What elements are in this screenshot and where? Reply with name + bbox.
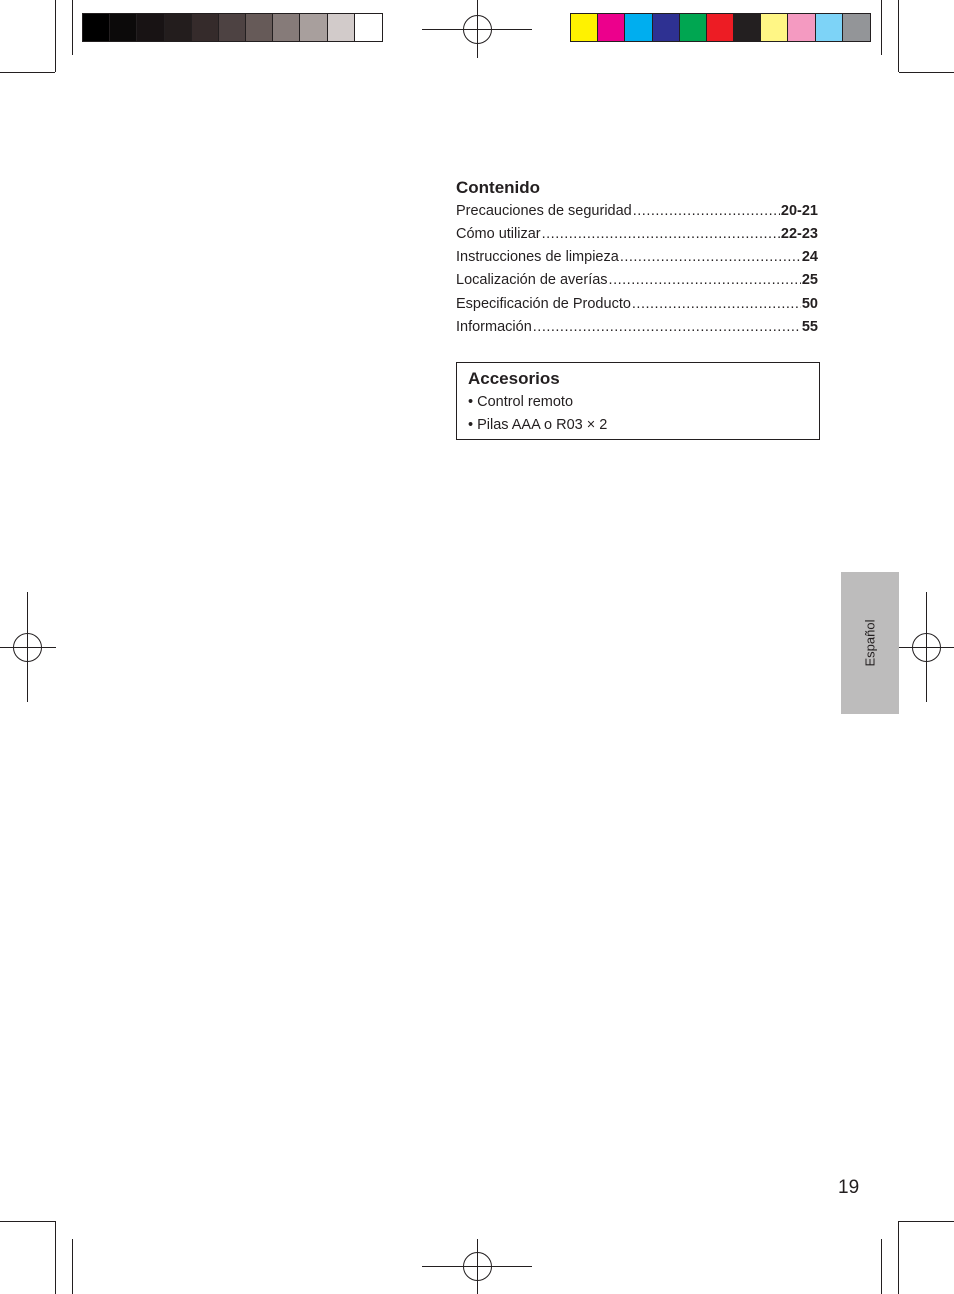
color-swatch xyxy=(328,14,355,41)
page-number: 19 xyxy=(838,1177,860,1198)
toc-entry[interactable] xyxy=(456,203,818,223)
toc-leader-dots xyxy=(632,296,801,312)
toc-leader-dots xyxy=(542,226,780,242)
color-swatch xyxy=(137,14,164,41)
registration-mark-top xyxy=(422,0,532,58)
color-swatch xyxy=(83,14,110,41)
toc-entry-label: Información xyxy=(456,319,532,335)
accessory-item: • Control remoto xyxy=(468,394,574,410)
toc-entry[interactable] xyxy=(456,272,818,292)
toc-leader-dots xyxy=(533,319,801,335)
toc-entry-page: 25 xyxy=(801,272,818,288)
registration-mark-left xyxy=(0,592,56,702)
color-swatch xyxy=(165,14,192,41)
color-swatch xyxy=(816,14,843,41)
registration-mark-right xyxy=(898,592,954,702)
toc-entry-page: 20-21 xyxy=(780,203,818,219)
color-swatch xyxy=(192,14,219,41)
color-swatch xyxy=(571,14,598,41)
color-swatch xyxy=(761,14,788,41)
color-swatch xyxy=(598,14,625,41)
color-swatch xyxy=(734,14,761,41)
toc-leader-dots xyxy=(633,203,780,219)
process-color-bar xyxy=(570,13,871,42)
toc-entry-page: 22-23 xyxy=(780,226,818,242)
language-tab xyxy=(841,572,899,714)
toc-entry-label: Cómo utilizar xyxy=(456,226,541,242)
toc-entry-page: 55 xyxy=(801,319,818,335)
color-swatch xyxy=(300,14,327,41)
color-swatch xyxy=(110,14,137,41)
color-swatch xyxy=(707,14,734,41)
toc-leader-dots xyxy=(620,249,801,265)
toc-entry-label: Localización de averías xyxy=(456,272,608,288)
color-swatch xyxy=(653,14,680,41)
toc-title: Contenido xyxy=(456,178,541,197)
accessory-item: • Pilas AAA o R03 × 2 xyxy=(468,417,608,433)
color-swatch xyxy=(246,14,273,41)
toc-entry-page: 50 xyxy=(801,296,818,312)
toc-entry[interactable] xyxy=(456,296,818,316)
color-swatch xyxy=(355,14,382,41)
toc-entry[interactable] xyxy=(456,319,818,339)
color-swatch xyxy=(680,14,707,41)
toc-entry-label: Instrucciones de limpieza xyxy=(456,249,619,265)
grayscale-color-bar xyxy=(82,13,383,42)
toc-entry[interactable] xyxy=(456,226,818,246)
registration-mark-bottom xyxy=(422,1239,532,1294)
accessories-title: Accesorios xyxy=(468,369,560,388)
toc-entry-label: Precauciones de seguridad xyxy=(456,203,632,219)
toc-entry[interactable] xyxy=(456,249,818,269)
color-swatch xyxy=(219,14,246,41)
toc-entry-page: 24 xyxy=(801,249,818,265)
language-tab-label: Español xyxy=(862,619,878,667)
color-swatch xyxy=(625,14,652,41)
color-swatch xyxy=(843,14,870,41)
toc-entry-label: Especificación de Producto xyxy=(456,296,631,312)
toc-leader-dots xyxy=(609,272,801,288)
color-swatch xyxy=(788,14,815,41)
accessories-box xyxy=(456,362,820,440)
color-swatch xyxy=(273,14,300,41)
